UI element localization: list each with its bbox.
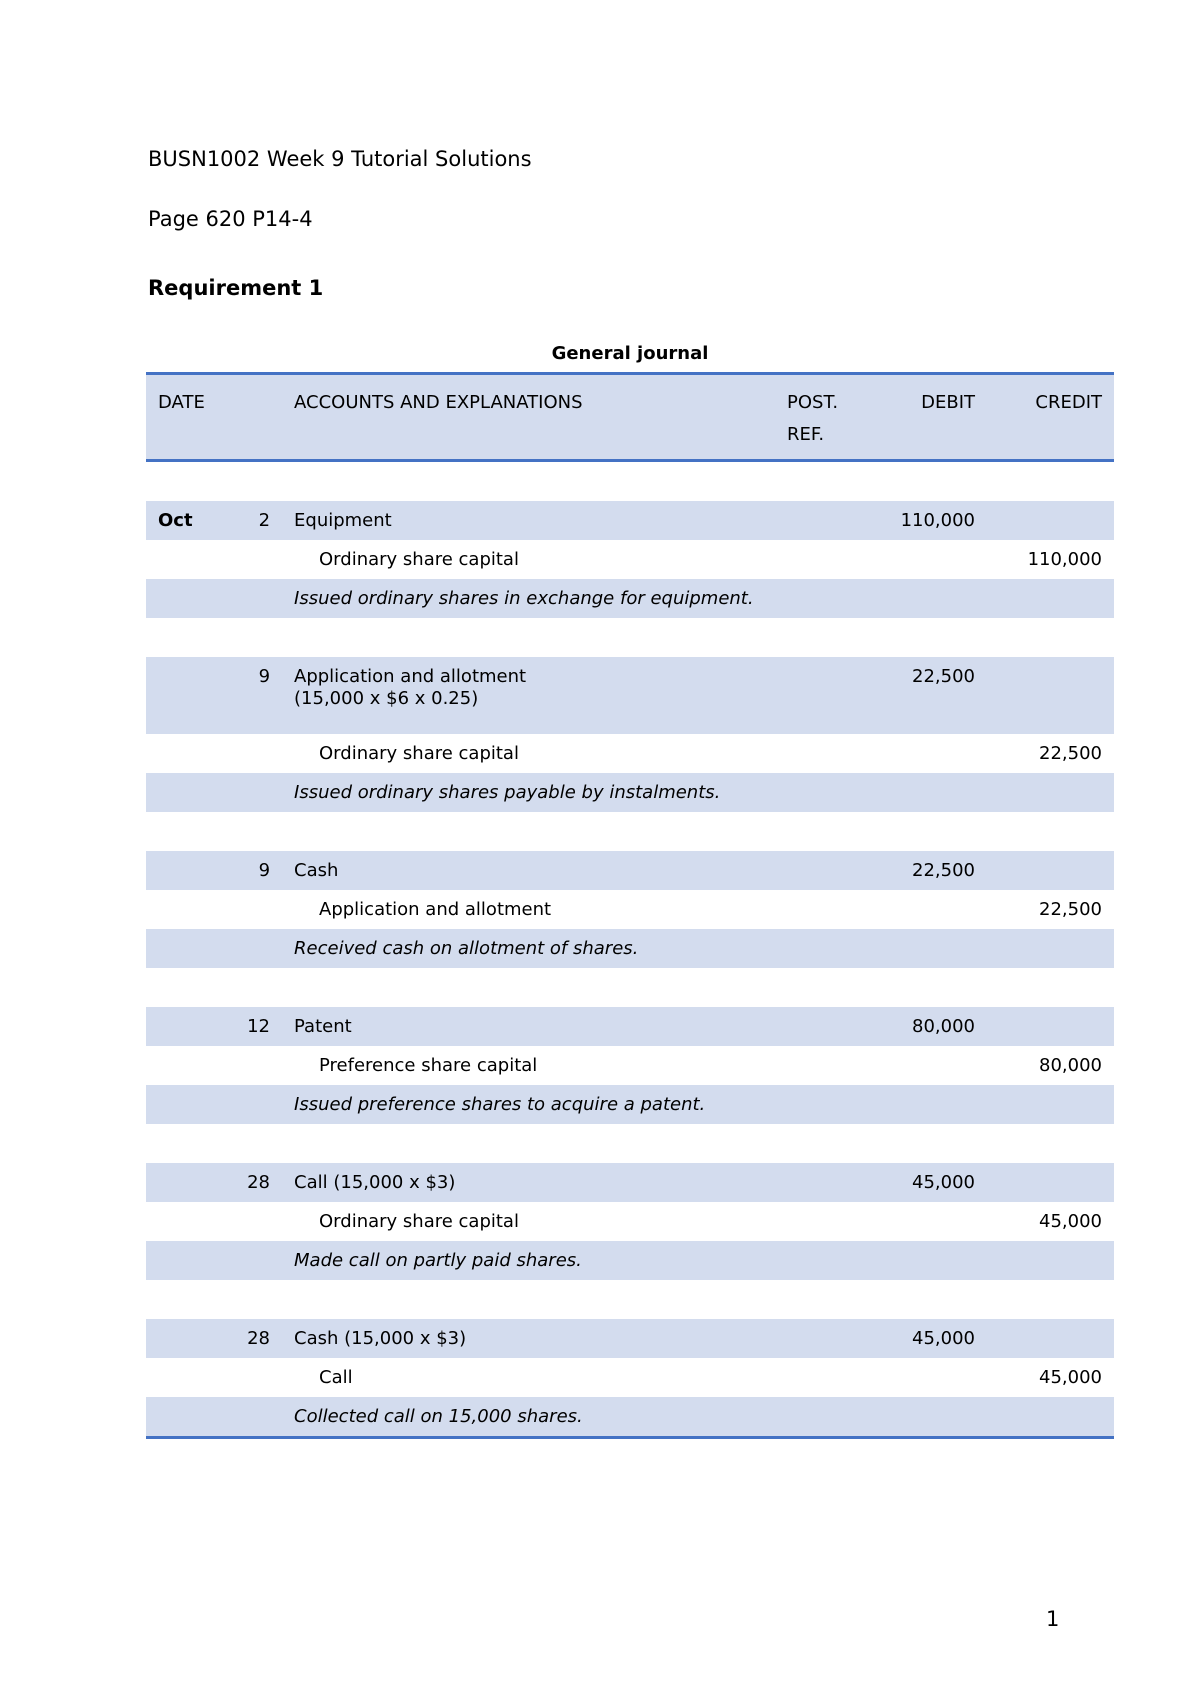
credit-row [146,1358,1114,1397]
credit-amount: 110,000 [1027,548,1103,570]
journal-header-row [146,374,1114,461]
debit-account-cell [282,657,775,734]
narration: Issued ordinary shares payable by instalments. [294,781,721,803]
credit-account: Preference share capital [319,1054,538,1076]
journal-caption: General journal [551,343,709,364]
debit-row [146,1163,1114,1202]
debit-account: Call (15,000 x $3) [294,1171,456,1193]
debit-amount: 22,500 [912,859,976,881]
debit-row [146,1007,1114,1046]
entry-month [146,1163,224,1202]
narration: Made call on partly paid shares. [294,1249,582,1271]
credit-amount: 45,000 [1039,1366,1103,1388]
entry-month [146,851,224,890]
page-reference: Page 620 P14-4 [148,207,313,231]
credit-account: Ordinary share capital [319,548,519,570]
credit-row [146,540,1114,579]
entry-month: Oct [158,509,193,531]
narration: Issued preference shares to acquire a patent. [294,1093,706,1115]
credit-account: Application and allotment [319,898,552,920]
narration-row [146,929,1114,968]
header-post-ref: POST. REF. [775,374,880,461]
debit-row [146,657,1114,734]
credit-account: Ordinary share capital [319,1210,519,1232]
debit-account: Patent [294,1015,352,1037]
debit-detail: (15,000 x $6 x 0.25) [294,688,479,709]
credit-account: Ordinary share capital [319,742,519,764]
entry-month [146,1319,224,1358]
narration: Issued ordinary shares in exchange for equipment. [294,587,754,609]
page-number: 1 [1046,1607,1060,1631]
debit-amount: 22,500 [912,666,976,687]
narration: Received cash on allotment of shares. [294,937,639,959]
spacer-row [146,812,1114,851]
entry-day: 2 [258,509,271,531]
entry-day: 28 [247,1327,271,1349]
entry-day: 12 [247,1015,271,1037]
narration-row [146,1241,1114,1280]
credit-amount: 80,000 [1039,1054,1103,1076]
debit-amount: 45,000 [912,1171,976,1193]
spacer-row [146,461,1114,502]
credit-row [146,1046,1114,1085]
debit-account: Application and allotment [294,666,527,687]
entry-month [146,657,224,734]
header-credit: CREDIT [987,374,1114,461]
spacer-row [146,1124,1114,1163]
credit-amount: 45,000 [1039,1210,1103,1232]
entry-month [146,1007,224,1046]
credit-row [146,734,1114,773]
narration-row [146,1397,1114,1438]
entry-day: 9 [258,666,271,687]
debit-row [146,851,1114,890]
header-debit: DEBIT [880,374,987,461]
narration-row [146,579,1114,618]
credit-row [146,890,1114,929]
debit-account: Cash [294,859,339,881]
debit-amount: 110,000 [900,509,976,531]
debit-amount: 80,000 [912,1015,976,1037]
narration-row [146,773,1114,812]
header-accounts: ACCOUNTS AND EXPLANATIONS [282,374,775,461]
spacer-row [146,968,1114,1007]
credit-amount: 22,500 [1039,742,1103,764]
spacer-row [146,618,1114,657]
credit-row [146,1202,1114,1241]
general-journal-table [146,372,1114,1439]
credit-amount: 22,500 [1039,898,1103,920]
header-date: DATE [146,374,282,461]
debit-row [146,1319,1114,1358]
spacer-row [146,1280,1114,1319]
credit-account: Call [319,1366,353,1388]
narration: Collected call on 15,000 shares. [282,1397,1114,1438]
entry-day: 28 [247,1171,271,1193]
debit-account: Cash (15,000 x $3) [294,1327,467,1349]
debit-account: Equipment [294,509,392,531]
narration-row [146,1085,1114,1124]
requirement-heading: Requirement 1 [148,276,324,300]
debit-amount: 45,000 [912,1327,976,1349]
document-title: BUSN1002 Week 9 Tutorial Solutions [148,147,532,171]
debit-row [146,501,1114,540]
entry-day: 9 [258,859,271,881]
